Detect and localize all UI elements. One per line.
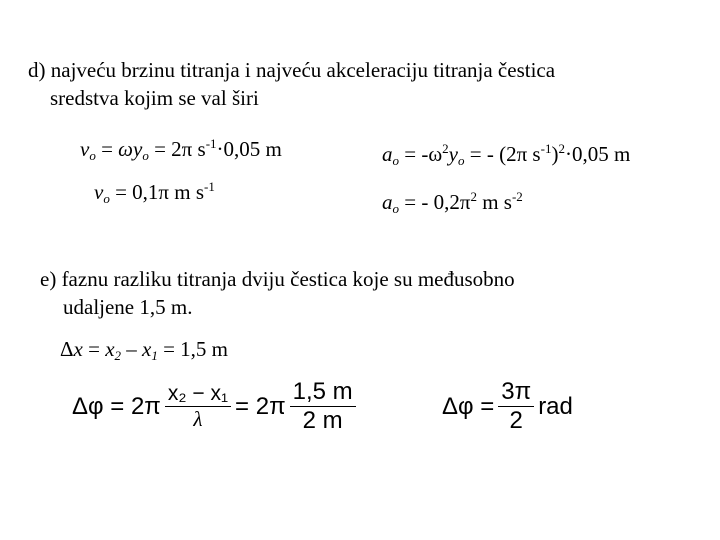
part-e-line1: e) faznu razliku titranja dviju čestica koje su međusobno: [40, 267, 515, 291]
equation-v-max-1: $v_o = \omega y_o = 2\pi$ $s^{-1}\cdot 0,05$ m: [80, 136, 282, 163]
phi-lhs: Δφ = 2π: [72, 392, 161, 420]
phi-mid: = 2π: [235, 392, 286, 420]
fraction-x-over-lambda: $\frac{\text{x₂ − x₁}}{\lambda}$: [165, 382, 231, 432]
equation-a-max-1: $a_o = -\omega^2y_o$ = - (2π $s^{-1})^2\cdot 0,05$ m: [382, 141, 631, 168]
fraction-length-ratio: $\frac{1,5 m}{2 m}$: [290, 378, 356, 435]
equation-phase-difference-1: [72, 378, 360, 435]
equation-delta-x: $\Delta x = x_2 - x_1 = 1,5$ m: [60, 337, 229, 363]
part-e-line2: udaljene 1,5 m.: [63, 295, 193, 319]
part-d-line1: d) najveću brzinu titranja i najveću akceleraciju titranja čestica: [28, 58, 556, 82]
phi2-lhs: Δφ =: [442, 392, 495, 420]
equation-v-max-2: $v_o = 0,1\pi$ m $s^{-1}$: [94, 179, 215, 206]
part-d-line2: sredstva kojim se val širi: [50, 86, 259, 110]
unit-rad: rad: [538, 392, 573, 420]
equation-a-max-2: $a_o$ = - $0,2\pi^2$ m $s^{-2}$: [382, 189, 523, 216]
equation-phase-difference-2: [442, 378, 573, 435]
fraction-3pi-over-2: $\frac{3\pi}{2}$: [498, 378, 534, 435]
